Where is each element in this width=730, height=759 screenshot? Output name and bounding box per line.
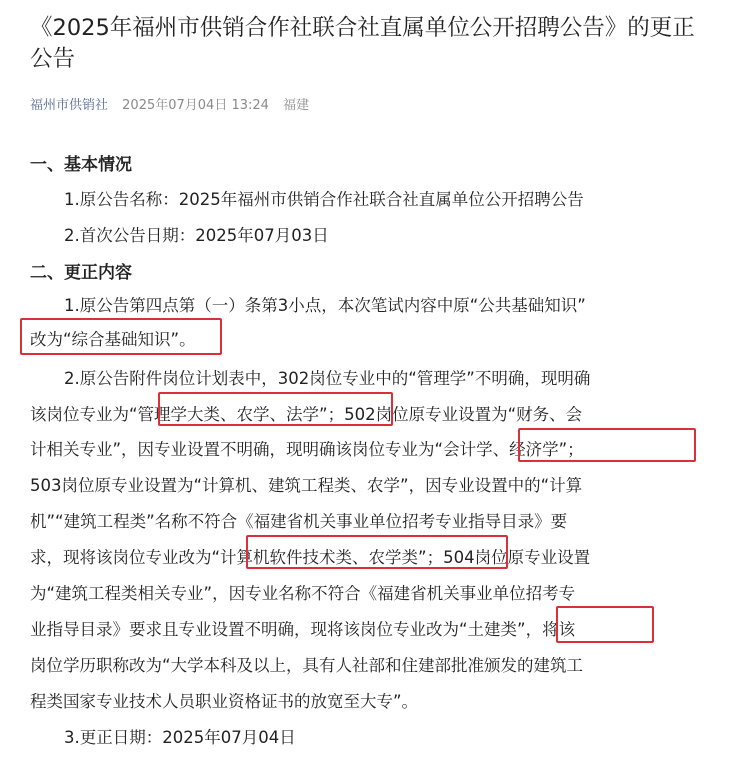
correction-p1-line: 1.原公告第四点第（一）条第3小点，本次笔试内容中原“公共基础知识” bbox=[64, 296, 586, 315]
basic-item-1: 1.原公告名称：2025年福州市供销合作社联合社直属单位公开招聘公告 bbox=[64, 190, 584, 209]
correction-p2-line: 岗位学历职称改为“大学本科及以上，具有人社部和住建部批准颁发的建筑工 bbox=[30, 656, 584, 675]
publish-location: 福建 bbox=[283, 98, 310, 113]
correction-p2-line: 业指导目录》要求且专业设置不明确，现将该岗位专业改为“土建类”，将该 bbox=[30, 620, 576, 639]
correction-p2-line: 503岗位原专业设置为“计算机、建筑工程类、农学”，因专业设置中的“计算 bbox=[30, 476, 583, 495]
article-meta bbox=[30, 94, 319, 113]
highlight-box-management bbox=[158, 392, 393, 426]
correction-p2-line: 为“建筑工程类相关专业”，因专业名称不符合《福建省机关事业单位招考专 bbox=[30, 584, 576, 603]
correction-p2-line: 程类国家专业技术人员职业资格证书的放宽至大专”。 bbox=[30, 692, 419, 711]
correction-p2-line: 计相关专业”，因专业设置不明确，现明确该岗位专业为“会计学、经济学”； bbox=[30, 440, 584, 459]
correction-p1-line: 改为“综合基础知识”。 bbox=[30, 330, 196, 349]
highlight-box-civil bbox=[556, 606, 654, 643]
correction-p2-line: 该岗位专业为“管理学大类、农学、法学”；502岗位原专业设置为“财务、会 bbox=[30, 405, 583, 424]
highlight-box-computer bbox=[246, 535, 508, 569]
section-heading-basic: 一、基本情况 bbox=[30, 155, 132, 175]
correction-p2-line: 2.原公告附件岗位计划表中，302岗位专业中的“管理学”不明确，现明确 bbox=[64, 369, 591, 388]
section-heading-correction: 二、更正内容 bbox=[30, 263, 132, 283]
correction-date: 3.更正日期：2025年07月04日 bbox=[64, 728, 296, 747]
article-title: 《2025年福州市供销合作社联合社直属单位公开招聘公告》的更正公告 bbox=[30, 15, 695, 72]
correction-p2-line: 机”“建筑工程类”名称不符合《福建省机关事业单位招考专业指导目录》要 bbox=[30, 512, 568, 531]
correction-p2-line: 求，现将该岗位专业改为“计算机软件技术类、农学类”；504岗位原专业设置 bbox=[30, 548, 591, 567]
source-account-link[interactable]: 福州市供销社 bbox=[30, 98, 109, 113]
highlight-box-basic-knowledge bbox=[20, 318, 222, 355]
highlight-box-accounting bbox=[518, 428, 696, 462]
basic-item-2: 2.首次公告日期：2025年07月03日 bbox=[64, 226, 329, 245]
publish-timestamp: 2025年07月04日 13:24 bbox=[122, 98, 269, 113]
